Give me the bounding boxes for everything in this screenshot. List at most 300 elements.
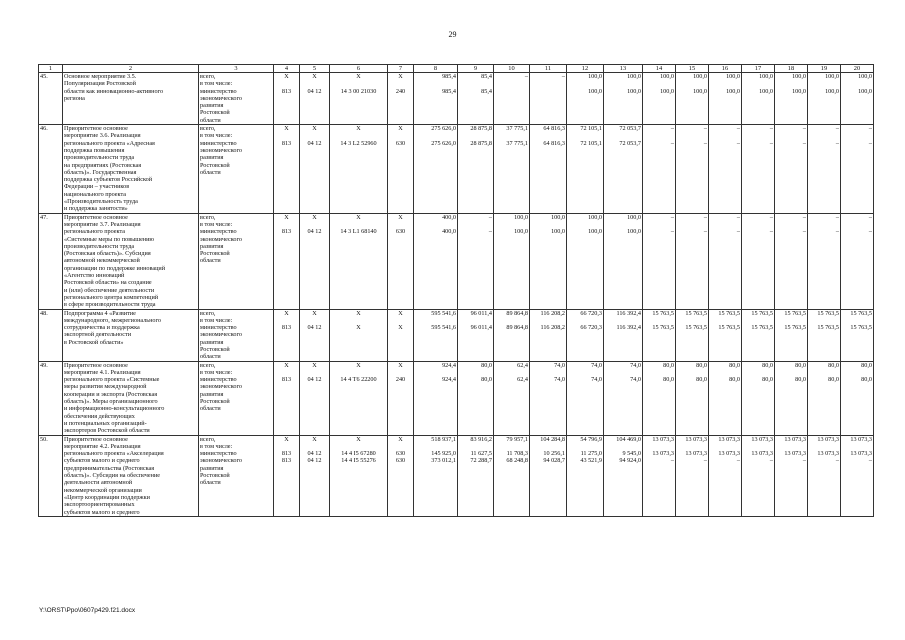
table-cell	[458, 236, 494, 243]
table-cell: министерство	[199, 324, 274, 331]
table-cell	[300, 162, 330, 169]
table-cell	[494, 191, 530, 198]
table-cell	[300, 487, 330, 494]
table-cell	[388, 487, 414, 494]
table-cell	[414, 494, 458, 501]
table-cell: Приоритетное основное	[63, 435, 199, 443]
table-cell: 15 763,5	[742, 309, 775, 317]
table-cell: X	[300, 213, 330, 221]
table-row	[39, 465, 874, 472]
table-cell	[300, 398, 330, 405]
table-cell	[388, 117, 414, 125]
table-row	[39, 494, 874, 501]
column-header: 7	[388, 65, 414, 73]
table-cell: –	[775, 228, 808, 235]
table-cell	[39, 427, 63, 435]
table-cell	[604, 198, 643, 205]
table-cell	[841, 191, 874, 198]
table-cell	[458, 494, 494, 501]
table-cell	[742, 183, 775, 190]
table-cell	[709, 109, 742, 116]
table-cell	[567, 132, 604, 139]
table-cell	[643, 191, 676, 198]
table-cell: развития	[199, 465, 274, 472]
table-cell	[530, 494, 567, 501]
table-cell	[39, 383, 63, 390]
table-cell	[530, 339, 567, 346]
table-cell	[808, 391, 841, 398]
table-cell: 813	[274, 457, 300, 464]
table-cell	[676, 176, 709, 183]
table-cell	[676, 117, 709, 125]
table-cell	[300, 102, 330, 109]
table-cell	[300, 420, 330, 427]
table-cell	[775, 420, 808, 427]
table-cell: деятельности автономной	[63, 479, 199, 486]
table-cell	[199, 183, 274, 190]
table-cell	[530, 191, 567, 198]
table-cell: 54 796,9	[567, 435, 604, 443]
table-cell	[604, 294, 643, 301]
table-cell	[458, 169, 494, 176]
table-cell	[274, 501, 300, 508]
table-cell	[39, 398, 63, 405]
table-cell	[39, 132, 63, 139]
table-cell: X	[300, 435, 330, 443]
table-row	[39, 80, 874, 87]
header-row	[39, 65, 874, 73]
table-cell	[330, 472, 388, 479]
table-cell	[775, 339, 808, 346]
table-cell	[414, 383, 458, 390]
table-cell: 80,0	[808, 361, 841, 369]
table-cell	[567, 95, 604, 102]
table-cell	[39, 479, 63, 486]
table-cell	[775, 509, 808, 517]
table-cell	[643, 413, 676, 420]
table-cell: X	[274, 361, 300, 369]
table-cell	[808, 80, 841, 87]
table-cell	[775, 257, 808, 264]
table-cell: 64 816,3	[530, 140, 567, 147]
table-cell: –	[808, 457, 841, 464]
table-cell: 100,0	[775, 88, 808, 95]
table-cell	[494, 265, 530, 272]
table-cell	[567, 383, 604, 390]
table-cell	[841, 236, 874, 243]
table-cell	[808, 369, 841, 376]
table-cell	[388, 205, 414, 213]
table-cell	[388, 132, 414, 139]
table-cell	[494, 331, 530, 338]
table-cell	[841, 257, 874, 264]
table-cell: министерство	[199, 450, 274, 457]
table-cell	[604, 420, 643, 427]
table-row	[39, 317, 874, 324]
table-cell: X	[388, 125, 414, 133]
table-cell	[604, 250, 643, 257]
table-cell	[676, 383, 709, 390]
table-cell	[39, 465, 63, 472]
table-cell: 28 875,8	[458, 140, 494, 147]
table-cell	[494, 405, 530, 412]
table-cell	[494, 391, 530, 398]
table-cell	[775, 331, 808, 338]
table-cell: «Системные меры по повышению	[63, 236, 199, 243]
table-cell	[808, 287, 841, 294]
table-cell: 14 3 L1 68140	[330, 228, 388, 235]
table-row	[39, 73, 874, 81]
table-cell	[604, 154, 643, 161]
table-cell: –	[808, 140, 841, 147]
table-cell	[709, 250, 742, 257]
table-cell	[604, 509, 643, 517]
table-row	[39, 346, 874, 353]
table-cell	[458, 398, 494, 405]
table-cell	[604, 279, 643, 286]
table-cell: 100,0	[742, 73, 775, 81]
table-cell	[388, 353, 414, 361]
table-cell	[388, 183, 414, 190]
table-cell	[530, 279, 567, 286]
table-cell	[458, 479, 494, 486]
table-cell: 72 105,1	[567, 140, 604, 147]
table-cell	[330, 102, 388, 109]
table-cell	[494, 109, 530, 116]
table-cell	[330, 250, 388, 257]
table-cell	[300, 391, 330, 398]
table-cell	[604, 95, 643, 102]
table-cell	[458, 109, 494, 116]
table-cell	[742, 509, 775, 517]
table-cell: –	[775, 457, 808, 464]
table-cell	[643, 398, 676, 405]
table-cell	[709, 198, 742, 205]
table-cell	[300, 509, 330, 517]
table-cell	[604, 102, 643, 109]
table-cell	[330, 221, 388, 228]
table-cell	[458, 265, 494, 272]
table-cell: –	[742, 125, 775, 133]
table-cell	[63, 346, 199, 353]
table-row	[39, 191, 874, 198]
table-cell	[494, 169, 530, 176]
table-cell	[567, 479, 604, 486]
table-cell	[567, 236, 604, 243]
table-cell	[388, 331, 414, 338]
table-cell	[330, 427, 388, 435]
table-cell	[300, 369, 330, 376]
table-cell	[300, 427, 330, 435]
table-cell	[841, 301, 874, 309]
table-cell	[530, 169, 567, 176]
table-cell	[330, 80, 388, 87]
table-cell	[494, 117, 530, 125]
table-cell	[39, 487, 63, 494]
table-cell	[742, 443, 775, 450]
table-cell	[567, 369, 604, 376]
table-cell: экономического	[199, 457, 274, 464]
table-cell: область)». Субсидия на обеспечение	[63, 472, 199, 479]
table-cell	[494, 198, 530, 205]
table-row	[39, 369, 874, 376]
table-cell	[742, 369, 775, 376]
table-cell: –	[643, 228, 676, 235]
table-cell: 66 720,3	[567, 324, 604, 331]
table-cell	[742, 169, 775, 176]
table-cell	[414, 109, 458, 116]
table-cell: Ростовской	[199, 346, 274, 353]
table-cell	[808, 405, 841, 412]
table-cell	[841, 279, 874, 286]
table-cell	[199, 191, 274, 198]
table-cell	[567, 147, 604, 154]
table-cell: 104 284,8	[530, 435, 567, 443]
table-cell	[604, 383, 643, 390]
table-cell	[274, 243, 300, 250]
table-cell	[742, 413, 775, 420]
table-cell: X	[300, 125, 330, 133]
table-cell: X	[300, 309, 330, 317]
table-cell	[742, 420, 775, 427]
table-cell	[199, 279, 274, 286]
table-cell: министерство	[199, 140, 274, 147]
table-cell	[530, 317, 567, 324]
table-row	[39, 324, 874, 331]
table-row	[39, 257, 874, 264]
table-cell	[330, 176, 388, 183]
table-cell	[199, 265, 274, 272]
table-cell	[388, 317, 414, 324]
table-cell: 15 763,5	[808, 309, 841, 317]
table-row	[39, 450, 874, 457]
table-cell	[414, 198, 458, 205]
table-cell	[742, 102, 775, 109]
table-cell	[63, 102, 199, 109]
table-cell: –	[709, 213, 742, 221]
table-cell: 83 916,2	[458, 435, 494, 443]
table-cell: 74,0	[567, 376, 604, 383]
table-cell	[567, 117, 604, 125]
table-cell	[458, 369, 494, 376]
table-cell: –	[808, 125, 841, 133]
table-cell	[643, 369, 676, 376]
table-cell	[841, 80, 874, 87]
table-cell	[458, 294, 494, 301]
table-cell	[300, 176, 330, 183]
table-cell: –	[808, 213, 841, 221]
table-cell	[274, 405, 300, 412]
table-cell	[330, 339, 388, 346]
table-cell	[643, 117, 676, 125]
table-cell	[274, 205, 300, 213]
table-row	[39, 236, 874, 243]
table-cell	[414, 346, 458, 353]
table-cell	[494, 353, 530, 361]
column-header: 16	[709, 65, 742, 73]
table-cell	[458, 132, 494, 139]
table-cell	[604, 501, 643, 508]
table-cell	[742, 339, 775, 346]
table-cell: X	[330, 309, 388, 317]
table-cell: 13 073,3	[841, 450, 874, 457]
table-cell	[274, 391, 300, 398]
table-cell: всего,	[199, 309, 274, 317]
table-cell: 400,0	[414, 213, 458, 221]
table-cell	[841, 479, 874, 486]
table-cell	[199, 494, 274, 501]
table-cell	[274, 80, 300, 87]
table-cell	[274, 472, 300, 479]
table-cell	[604, 317, 643, 324]
table-cell	[742, 479, 775, 486]
table-cell: X	[388, 324, 414, 331]
table-cell	[676, 331, 709, 338]
table-cell	[300, 279, 330, 286]
table-cell: (Ростовская область)». Субсидия	[63, 250, 199, 257]
table-cell: производительности труда	[63, 154, 199, 161]
table-cell	[330, 331, 388, 338]
table-row	[39, 117, 874, 125]
table-cell	[676, 443, 709, 450]
table-cell: мероприятие 4.1. Реализация	[63, 369, 199, 376]
table-cell	[39, 324, 63, 331]
table-cell	[808, 398, 841, 405]
table-cell	[709, 346, 742, 353]
table-cell	[458, 102, 494, 109]
table-cell: экономического	[199, 95, 274, 102]
table-cell	[709, 205, 742, 213]
table-cell	[775, 102, 808, 109]
table-cell	[274, 479, 300, 486]
table-cell	[414, 472, 458, 479]
table-cell: 813	[274, 324, 300, 331]
table-cell	[530, 294, 567, 301]
table-cell	[274, 265, 300, 272]
table-cell	[643, 221, 676, 228]
table-cell	[643, 236, 676, 243]
table-cell	[300, 443, 330, 450]
table-cell	[604, 339, 643, 346]
table-cell	[530, 162, 567, 169]
table-cell	[841, 117, 874, 125]
table-cell	[841, 501, 874, 508]
table-cell: Ростовской	[199, 398, 274, 405]
table-cell	[775, 405, 808, 412]
table-cell	[676, 317, 709, 324]
table-cell: субъектов малого и среднего	[63, 457, 199, 464]
table-cell: 100,0	[676, 88, 709, 95]
table-cell	[709, 287, 742, 294]
table-cell	[300, 317, 330, 324]
table-cell	[330, 369, 388, 376]
table-cell: X	[330, 125, 388, 133]
column-header: 14	[643, 65, 676, 73]
column-header: 18	[775, 65, 808, 73]
table-cell	[330, 317, 388, 324]
table-cell: X	[300, 73, 330, 81]
table-cell	[567, 198, 604, 205]
table-cell	[300, 287, 330, 294]
table-cell	[300, 501, 330, 508]
table-cell	[567, 221, 604, 228]
table-cell	[274, 154, 300, 161]
table-cell	[300, 339, 330, 346]
table-cell	[330, 236, 388, 243]
table-cell: 14 4 I5 67280	[330, 450, 388, 457]
table-cell: всего,	[199, 361, 274, 369]
table-cell	[808, 183, 841, 190]
table-cell	[330, 391, 388, 398]
table-cell	[330, 198, 388, 205]
table-cell	[775, 109, 808, 116]
table-cell	[414, 465, 458, 472]
table-cell	[414, 369, 458, 376]
table-cell	[39, 257, 63, 264]
table-row	[39, 183, 874, 190]
table-cell: 68 248,8	[494, 457, 530, 464]
table-cell	[775, 413, 808, 420]
table-cell	[775, 383, 808, 390]
table-cell	[39, 95, 63, 102]
table-cell	[330, 279, 388, 286]
table-cell	[567, 353, 604, 361]
table-row	[39, 479, 874, 486]
table-cell: 37 775,1	[494, 140, 530, 147]
table-cell: развития	[199, 154, 274, 161]
table-cell: поддержка повышения	[63, 147, 199, 154]
table-cell	[414, 132, 458, 139]
table-cell	[567, 391, 604, 398]
table-cell	[414, 272, 458, 279]
table-cell	[39, 140, 63, 147]
table-cell	[458, 346, 494, 353]
table-cell: 100,0	[567, 213, 604, 221]
table-cell: кооперации и экспорта (Ростовская	[63, 391, 199, 398]
table-cell	[458, 191, 494, 198]
table-cell	[775, 501, 808, 508]
table-cell	[709, 413, 742, 420]
table-cell	[742, 301, 775, 309]
table-cell	[775, 427, 808, 435]
table-cell	[676, 147, 709, 154]
table-cell	[494, 398, 530, 405]
table-cell: организации по поддержке инноваций	[63, 265, 199, 272]
table-cell: 80,0	[808, 376, 841, 383]
table-cell	[604, 176, 643, 183]
table-cell	[676, 472, 709, 479]
table-cell: 80,0	[676, 376, 709, 383]
table-cell	[388, 383, 414, 390]
table-cell	[388, 465, 414, 472]
table-cell	[388, 391, 414, 398]
table-cell	[494, 427, 530, 435]
table-cell	[330, 405, 388, 412]
table-cell: 630	[388, 140, 414, 147]
table-cell	[604, 147, 643, 154]
table-cell	[494, 487, 530, 494]
table-cell	[676, 243, 709, 250]
table-cell	[300, 331, 330, 338]
table-cell	[808, 353, 841, 361]
table-cell	[775, 147, 808, 154]
table-cell	[742, 272, 775, 279]
table-row	[39, 383, 874, 390]
table-cell	[643, 243, 676, 250]
table-cell: 74,0	[604, 361, 643, 369]
table-cell: 924,4	[414, 376, 458, 383]
table-cell	[643, 169, 676, 176]
